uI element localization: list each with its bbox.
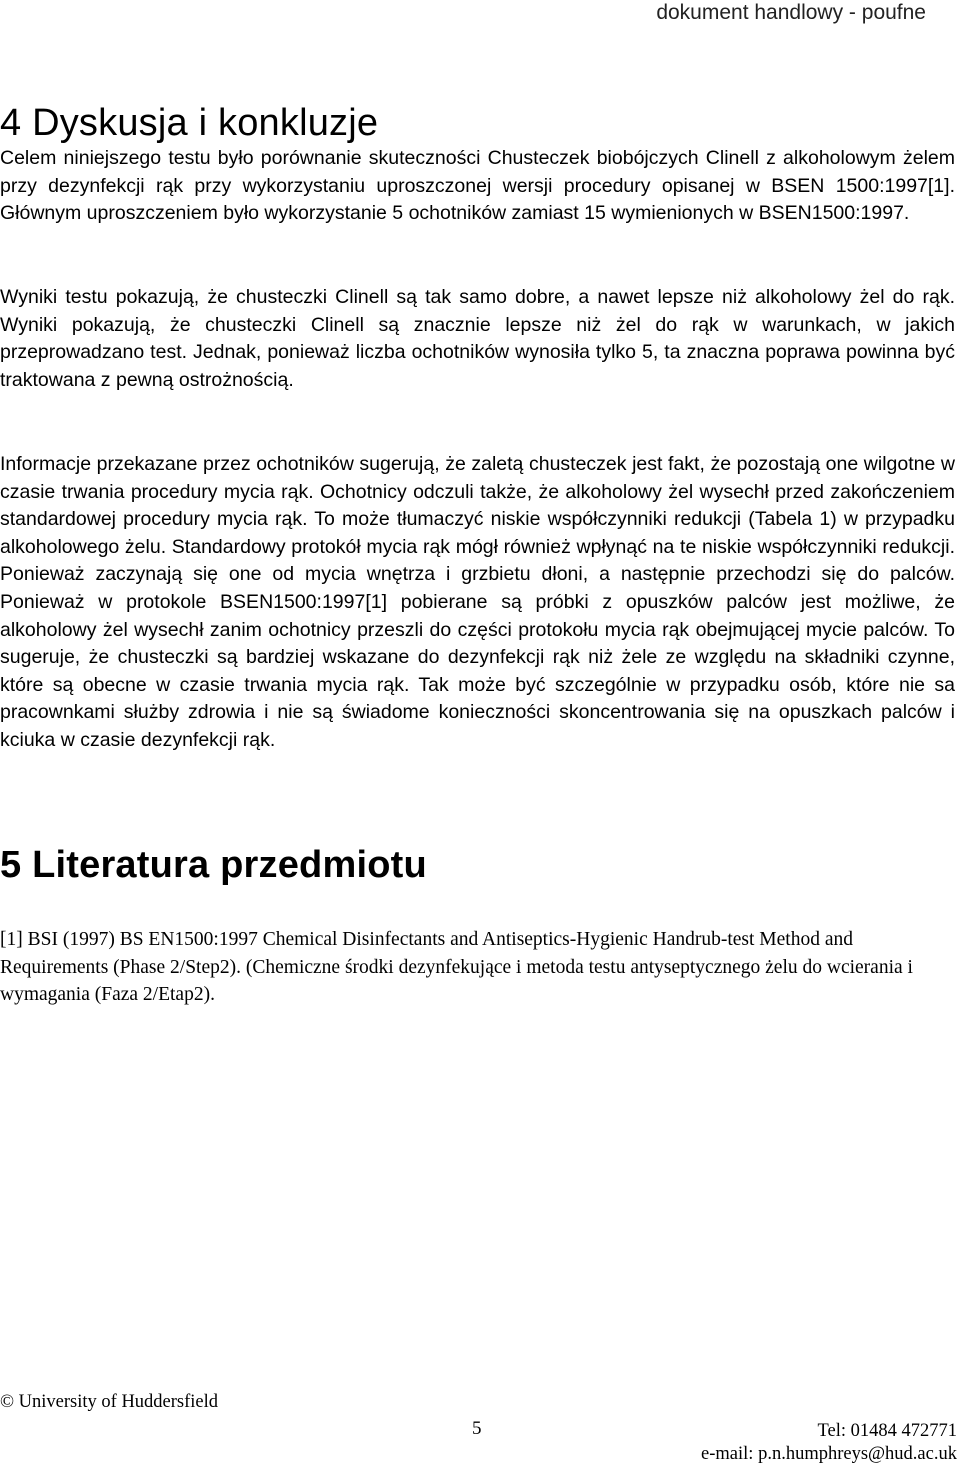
reference-list [0, 926, 920, 1009]
reference-1: [1] BSI (1997) BS EN1500:1997 Chemical Disinfectants and Antiseptics-Hygienic Handrub-test Method and Requirements (Phase 2/Step2). (Chemiczne środki dezynfekujące i metoda testu antyseptycznego żelu do wcierania i wymagania (Faza 2/Etap2). [0, 929, 913, 1005]
section-5 [0, 843, 955, 887]
section-5-heading: 5 Literatura przedmiotu [0, 844, 427, 886]
section-4-paragraph-1-block [0, 145, 955, 228]
page-number: 5 [472, 1418, 482, 1439]
section-4-paragraph-2-block [0, 284, 955, 394]
section-4-paragraph-3: Informacje przekazane przez ochotników sugerują, że zaletą chusteczek jest fakt, że pozostają one wilgotne w czasie trwania procedury mycia rąk. Ochotnicy odczuli także, że alkoholowy żel wysechł przed zakończeniem standardowej procedury mycia rąk. To może tłumaczyć niskie współczynniki redukcji (Tabela 1) w przypadku alkoholowego żelu. Standardowy protokół mycia rąk mógł również wpłynąć na te niskie współczynniki redukcji. Ponieważ zaczynają się one od mycia wnętrza i grzbietu dłoni, a następnie przechodzi się do palców. Ponieważ w protokole BSEN1500:1997[1] pobierane są próbki z opuszków palców jest możliwe, że alkoholowy żel wysechł zanim ochotnicy przeszli do części protokołu mycia rąk obejmującej mycie palców. To sugeruje, że chusteczki są bardziej wskazane do dezynfekcji rąk niż żele ze względu na składniki czynne, które są obecne w czasie trwania mycia rąk. Tak może być szczególnie w przypadku osób, które nie sa pracownkami służby zdrowia i nie są świadome konieczności skoncentrowania się na opuszkach palców i kciuka w czasie dezynfekcji rąk. [0, 453, 955, 751]
footer-copyright: © University of Huddersfield [0, 1392, 219, 1412]
section-4-paragraph-2: Wyniki testu pokazują, że chusteczki Clinell są tak samo dobre, a nawet lepsze niż alkoholowy żel do rąk. Wyniki pokazują, że chusteczki Clinell są znacznie lepsze niż żel do rąk w warunkach, w jakich przeprowadzano test. Jednak, ponieważ liczba ochotników wynosiła tylko 5, ta znaczna poprawa powinna być traktowana z pewną ostrożnością. [0, 286, 955, 391]
footer-email: e-mail: p.n.humphreys@hud.ac.uk [701, 1444, 957, 1464]
page-header: dokument handlowy - poufne [656, 1, 926, 24]
footer-tel: Tel: 01484 472771 [817, 1421, 957, 1441]
section-4-paragraph-3-block [0, 451, 955, 755]
section-4-paragraph-1: Celem niniejszego testu było porównanie skuteczności Chusteczek biobójczych Clinell z alkoholowym żelem przy dezynfekcji rąk przy wykorzystaniu uproszczonej wersji procedury opisanej w BSEN 1500:1997[1]. Głównym uproszczeniem było wykorzystanie 5 ochotników zamiast 15 wymienionych w BSEN1500:1997. [0, 147, 955, 225]
section-4 [0, 101, 955, 145]
footer-contact [701, 1420, 957, 1466]
section-4-heading: 4 Dyskusja i konkluzje [0, 102, 379, 144]
